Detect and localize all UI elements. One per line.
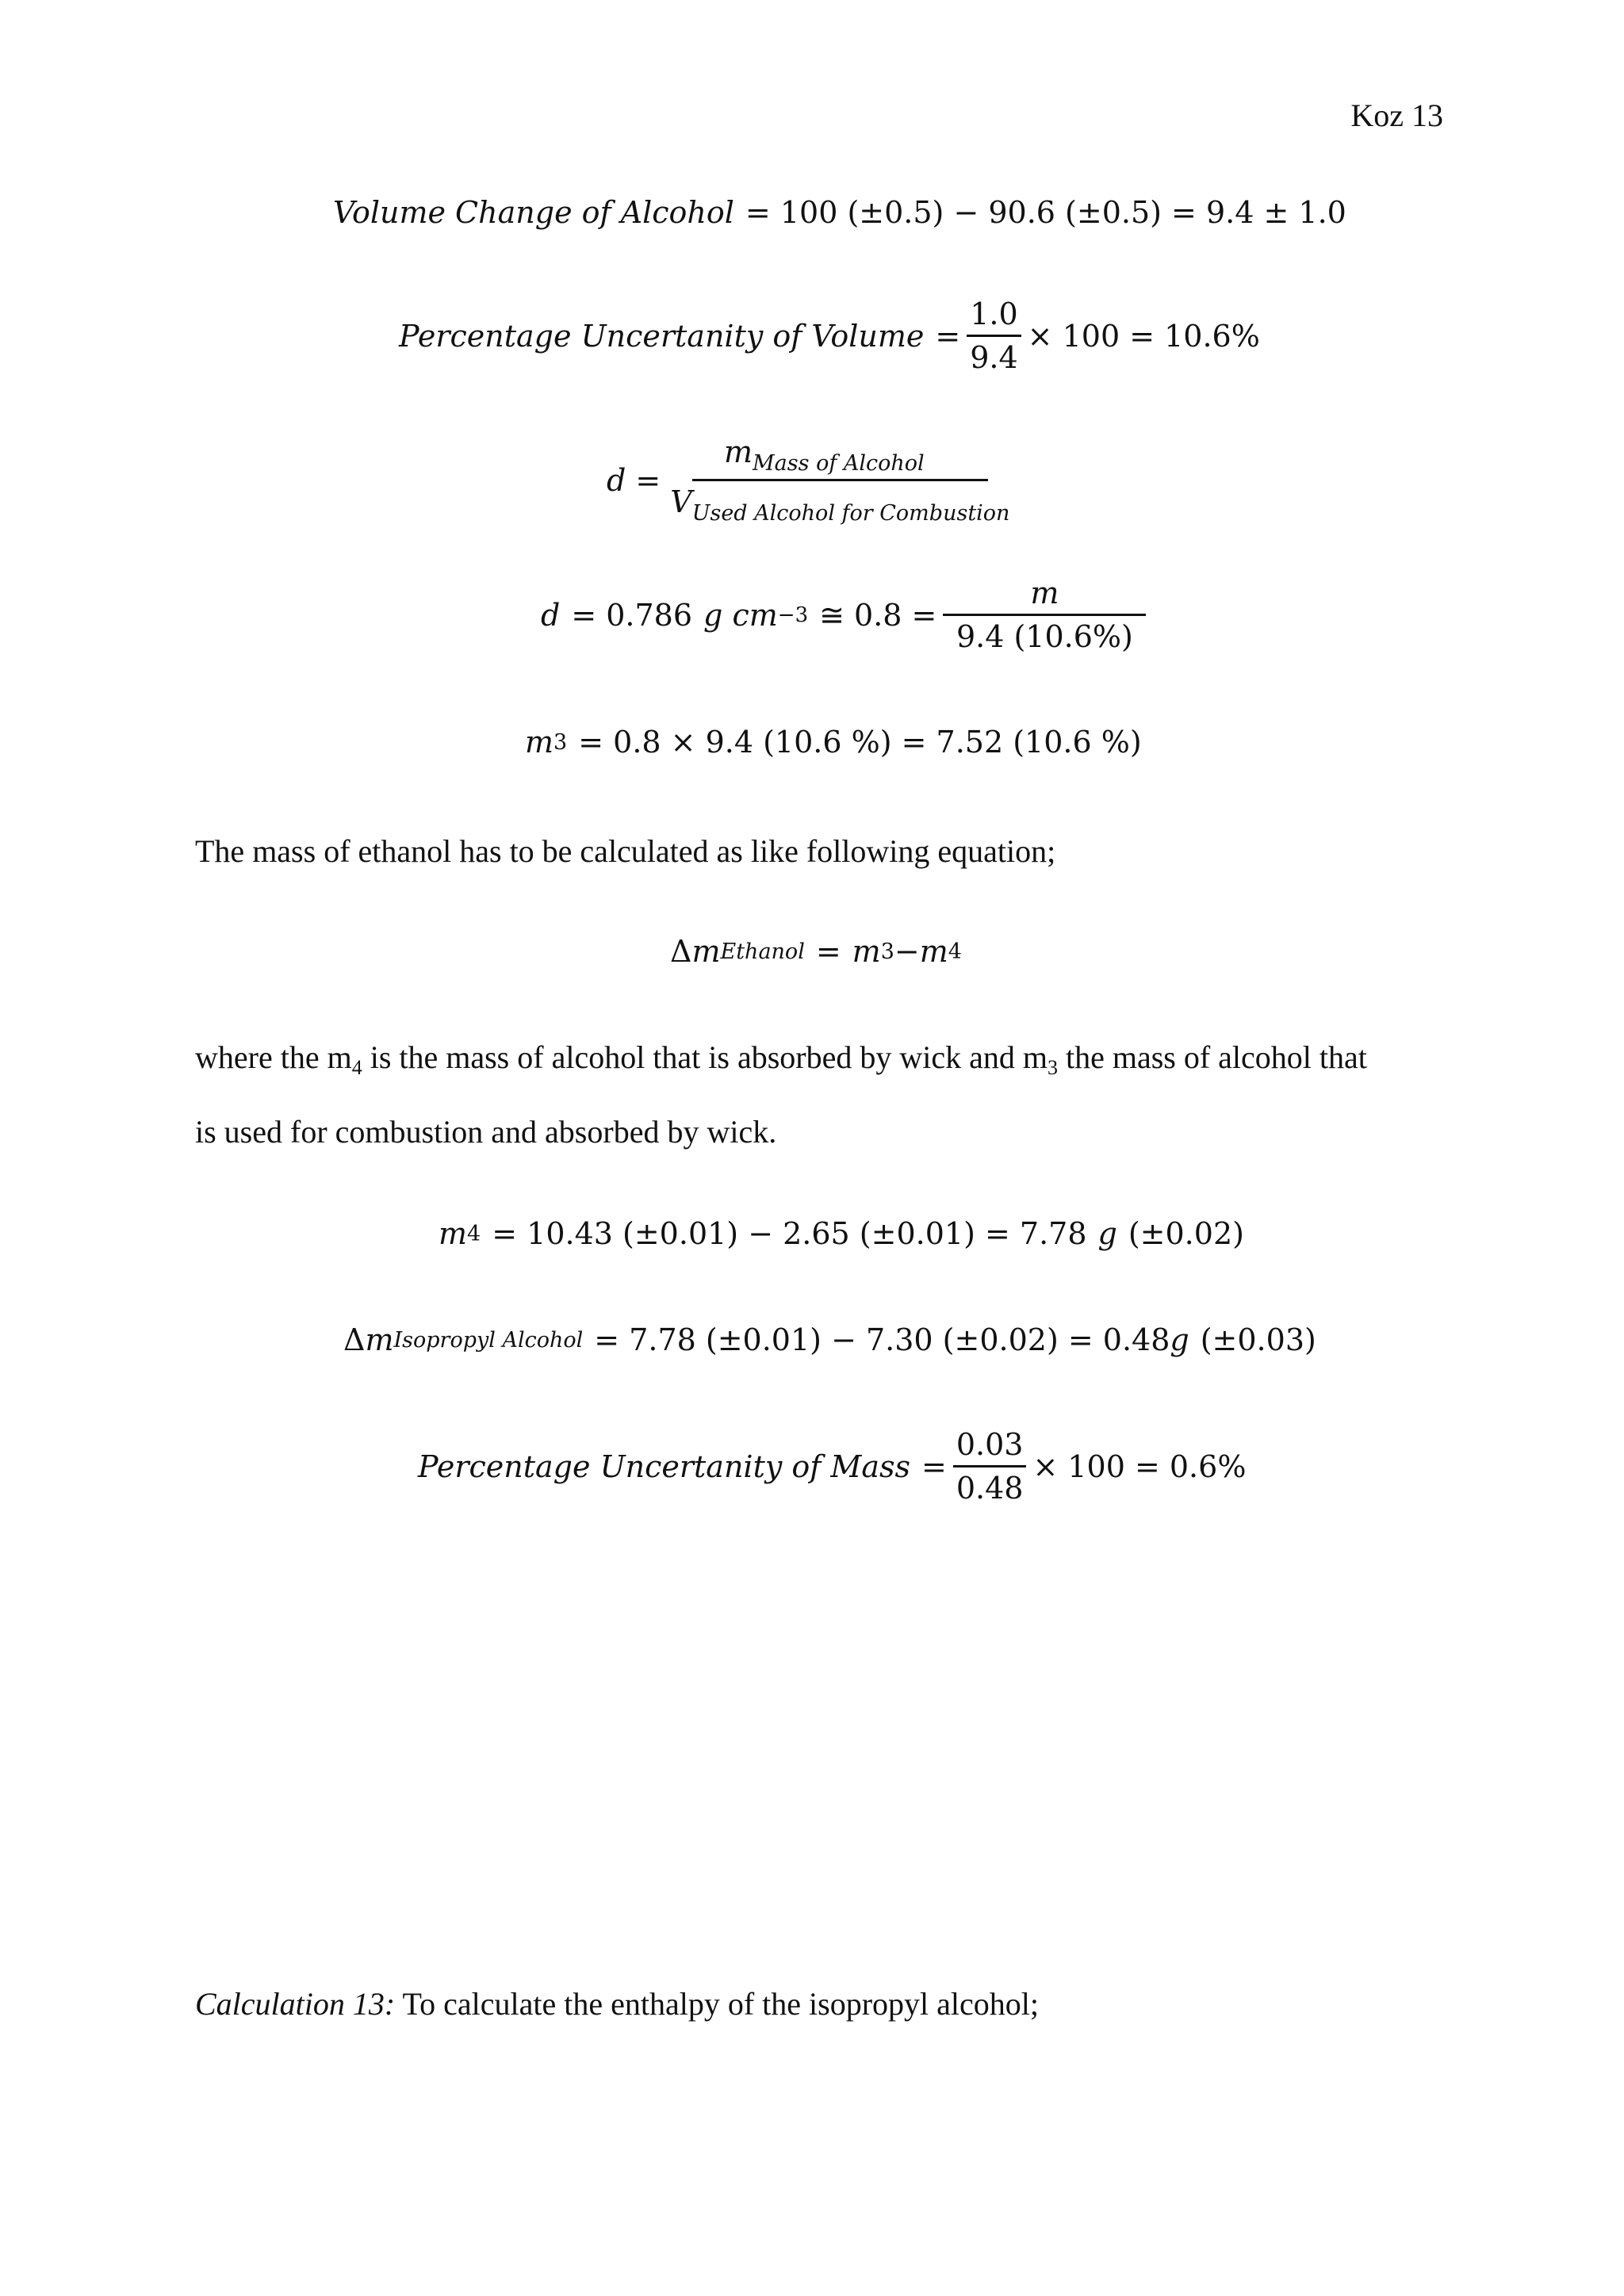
eq-equals: =	[921, 1448, 947, 1484]
m3-subscript: 3	[1047, 1056, 1058, 1079]
eq-rest: × 100 = 10.6%	[1027, 318, 1260, 354]
density-unit: g cm	[703, 597, 778, 633]
equation-density-value	[541, 576, 1152, 654]
eq-lhs: d =	[607, 462, 661, 498]
equation-percentage-uncertainty-volume	[399, 297, 1260, 375]
gram-unit: g	[1170, 1322, 1189, 1357]
volume-subscript: Used Alcohol for Combustion	[691, 501, 1010, 526]
fraction-denominator: 9.4 (10.6%)	[956, 619, 1133, 654]
volume-symbol: V	[670, 484, 692, 519]
m-symbol: m	[365, 1322, 394, 1357]
m4-subscript: 4	[351, 1056, 362, 1079]
fraction-numerator	[692, 434, 988, 481]
fraction	[953, 1427, 1027, 1506]
m4-symbol: m	[919, 934, 948, 969]
eq-equals: =	[815, 934, 841, 969]
m3-symbol: m	[852, 934, 881, 969]
eq-lhs: Volume Change of Alcohol	[333, 195, 734, 230]
fraction-numerator: 0.03	[953, 1427, 1027, 1468]
eq-lhs: Percentage Uncertanity of Volume	[399, 318, 925, 354]
equation-m3	[525, 725, 1142, 760]
mass-subscript: Mass of Alcohol	[753, 451, 925, 476]
delta-symbol: Δ	[343, 1322, 366, 1357]
calculation-13-heading	[195, 1985, 1039, 2022]
running-head: Koz 13	[1350, 98, 1443, 133]
paragraph-mass-of-ethanol: The mass of ethanol has to be calculated as like following equation;	[195, 833, 1056, 869]
m4-values: = 10.43 (±0.01) − 2.65 (±0.01) = 7.78	[492, 1216, 1087, 1251]
approx-value: ≅ 0.8 =	[819, 597, 937, 633]
m4-subscript: 4	[467, 1221, 481, 1246]
fraction-numerator: 1.0	[967, 297, 1021, 337]
equation-delta-m-isopropyl	[343, 1322, 1316, 1357]
mass-symbol: m	[723, 434, 753, 469]
fraction-denominator: 9.4	[970, 340, 1018, 375]
ethanol-subscript: Ethanol	[720, 939, 805, 964]
m4-symbol: m	[439, 1216, 468, 1251]
text-run: is the mass of alcohol that is absorbed by wick and m	[362, 1039, 1048, 1075]
m4-subscript: 4	[948, 939, 962, 964]
calculation-text: To calculate the enthalpy of the isopropyl alcohol;	[395, 1986, 1039, 2022]
m3-rest: = 0.8 × 9.4 (10.6 %) = 7.52 (10.6 %)	[578, 725, 1142, 760]
fraction	[667, 434, 1013, 526]
fraction	[967, 297, 1021, 375]
delta-symbol: Δ	[670, 934, 692, 969]
gram-unit: g	[1097, 1216, 1117, 1251]
equation-volume-change	[333, 195, 1346, 230]
m4-uncertainty: (±0.02)	[1128, 1216, 1244, 1251]
density-symbol: d	[541, 597, 561, 633]
equation-density-definition	[607, 434, 1019, 526]
unit-exponent: −3	[777, 603, 809, 627]
equation-percentage-uncertainty-mass	[418, 1427, 1246, 1506]
paragraph-line	[195, 1039, 1367, 1080]
text-run: where the m	[195, 1039, 352, 1075]
m3-symbol: m	[525, 725, 554, 760]
eq-equals: =	[935, 318, 961, 354]
paragraph-where-m4	[195, 1039, 1440, 1080]
fraction	[943, 576, 1146, 654]
m3-subscript: 3	[880, 939, 894, 964]
fraction-denominator: 0.48	[956, 1471, 1024, 1506]
m3-subscript: 3	[553, 729, 568, 755]
eq-rhs: = 100 (±0.5) − 90.6 (±0.5) = 9.4 ± 1.0	[745, 195, 1346, 230]
equation-delta-m-ethanol	[670, 934, 962, 969]
fraction-numerator: m	[943, 576, 1146, 616]
isopropyl-subscript: Isopropyl Alcohol	[393, 1327, 584, 1353]
minus-sign: −	[894, 934, 920, 969]
eq-rest: × 100 = 0.6%	[1032, 1448, 1247, 1484]
density-value: = 0.786	[571, 597, 693, 633]
isopropyl-uncertainty: (±0.03)	[1200, 1322, 1316, 1357]
m-symbol: m	[691, 934, 721, 969]
paragraph-line-2: is used for combustion and absorbed by wick.	[195, 1114, 777, 1150]
calculation-label: Calculation 13:	[195, 1986, 396, 2022]
isopropyl-values: = 7.78 (±0.01) − 7.30 (±0.02) = 0.48	[594, 1322, 1170, 1357]
equation-m4	[439, 1216, 1244, 1251]
text-run: the mass of alcohol that	[1057, 1039, 1367, 1075]
eq-lhs: Percentage Uncertanity of Mass	[418, 1448, 910, 1484]
fraction-denominator	[667, 481, 1013, 526]
